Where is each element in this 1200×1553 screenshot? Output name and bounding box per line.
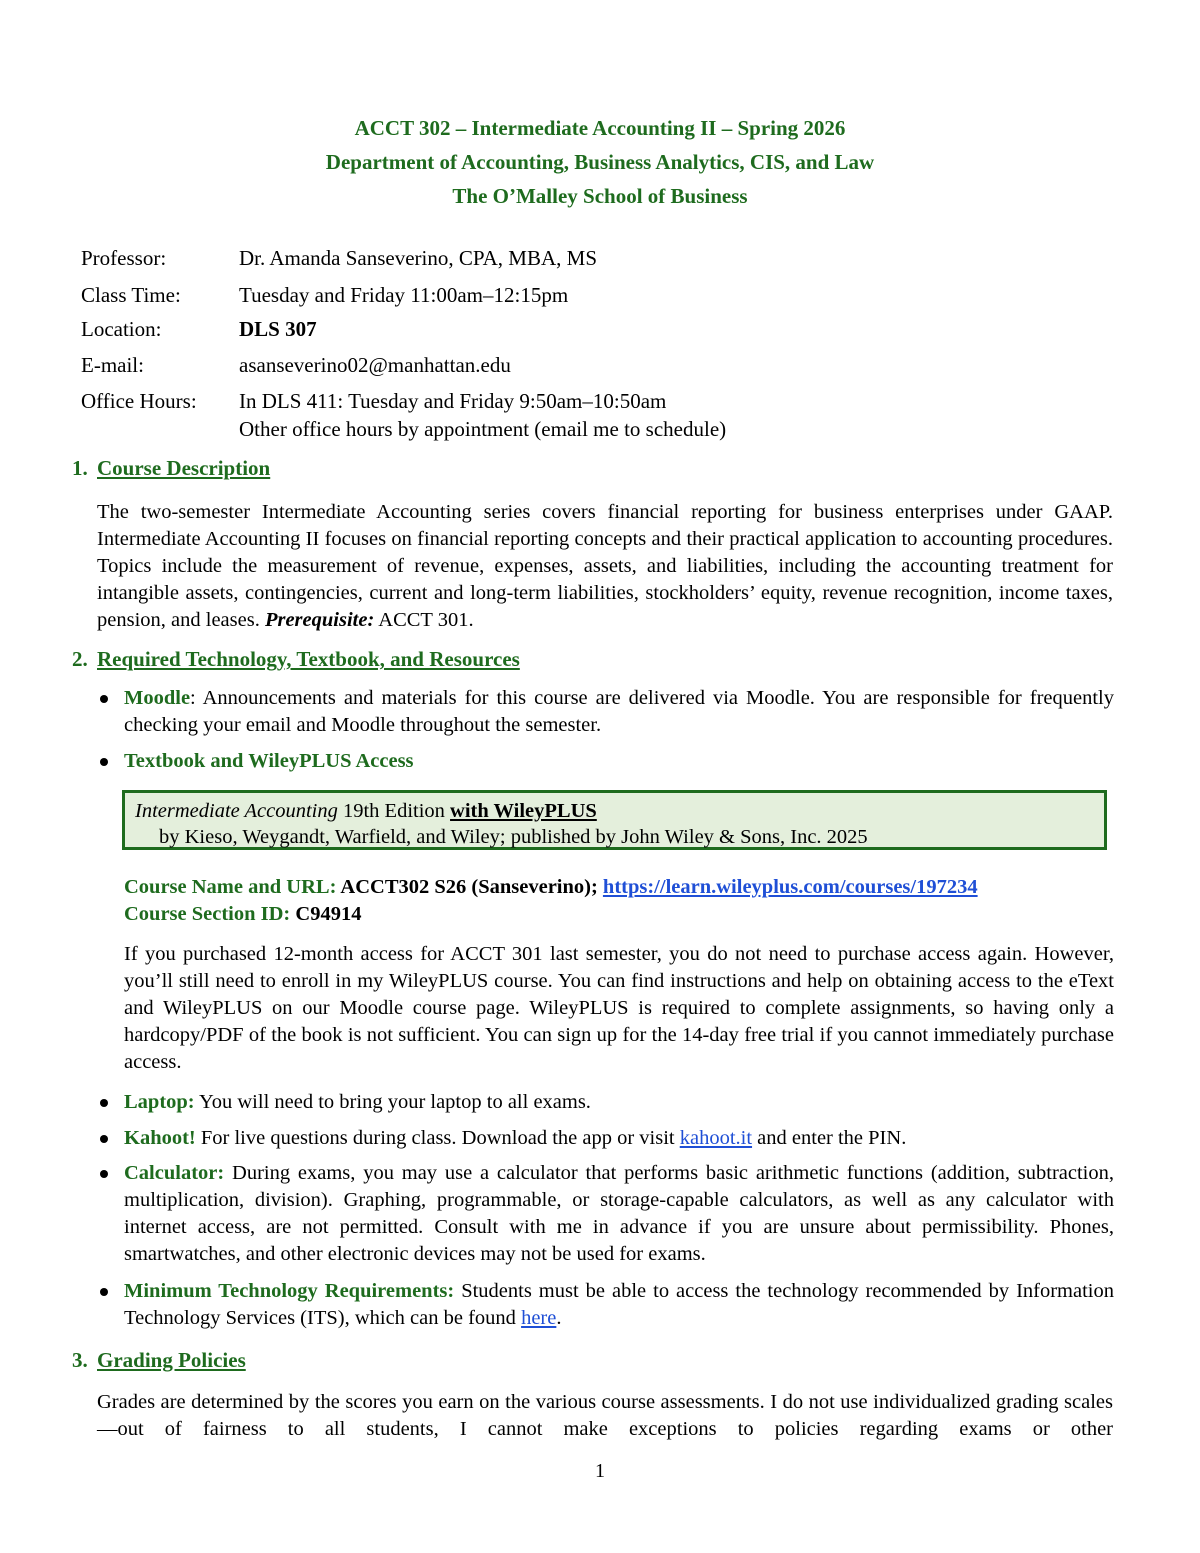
class-time-label: Class Time: (81, 283, 181, 307)
textbook-label: Textbook and WileyPLUS Access (124, 750, 414, 772)
email-value: asanseverino02@manhattan.edu (239, 353, 511, 377)
bullet-icon (100, 758, 108, 766)
min-tech-label: Minimum Technology Requirements: (124, 1280, 455, 1302)
location-label: Location: (81, 317, 162, 341)
book-title: Intermediate Accounting (135, 800, 338, 822)
course-section-line (124, 901, 1114, 928)
course-section-value: C94914 (290, 903, 362, 925)
calculator-label: Calculator: (124, 1162, 225, 1184)
page-number: 1 (595, 1460, 605, 1482)
min-tech-text: Students must be able to access the technology recommended by Information Technology Services (ITS), which can be found (124, 1280, 1114, 1329)
section-3-heading (72, 1348, 246, 1373)
textbook-box (122, 790, 1107, 850)
calculator-text: During exams, you may use a calculator that performs basic arithmetic functions (addition, subtraction, multiplication, division). Graphing, programmable, or storage-capable calculators, as well as any calculator with internet access, are not permitted. Consult with me in advance if you are unsure about permissibility. Phones, smartwatches, and other electronic devices may not be used for exams. (124, 1162, 1114, 1265)
section-2-title: Required Technology, Textbook, and Resources (97, 647, 520, 671)
laptop-text: You will need to bring your laptop to all exams. (194, 1091, 591, 1113)
office-hours-label: Office Hours: (81, 389, 197, 413)
section-1-number: 1. (72, 456, 88, 480)
min-tech-item (124, 1278, 1114, 1332)
bullet-icon (100, 1135, 108, 1143)
office-hours-appointment: Other office hours by appointment (email me to schedule) (239, 417, 727, 441)
book-title-line (135, 798, 1104, 824)
course-title: ACCT 302 – Intermediate Accounting II – Spring 2026 (354, 116, 846, 140)
min-tech-end: . (556, 1307, 562, 1329)
course-description (97, 499, 1113, 634)
school-name: The O’Malley School of Business (452, 184, 748, 208)
section-2-heading (72, 647, 520, 672)
textbook-item (124, 748, 1114, 775)
course-url-link[interactable]: https://learn.wileyplus.com/courses/197234 (602, 876, 978, 898)
laptop-item (124, 1089, 1114, 1116)
kahoot-text: For live questions during class. Download the app or visit (195, 1127, 680, 1149)
course-section-label: Course Section ID: (124, 903, 291, 925)
prerequisite-label: Prerequisite: (264, 609, 375, 631)
grading-policies-text: Grades are determined by the scores you earn on the various course assessments. I do not use individualized grading scales—out of fairness to all students, I cannot make exceptions to policies regarding exams or other (97, 1391, 1113, 1440)
kahoot-link[interactable]: kahoot.it (679, 1127, 753, 1149)
bullet-icon (100, 1099, 108, 1107)
moodle-item (124, 685, 1114, 739)
kahoot-text-end: and enter the PIN. (752, 1127, 907, 1149)
prerequisite-value: ACCT 301. (374, 609, 474, 631)
kahoot-label: Kahoot! (124, 1127, 196, 1149)
course-name-value: ACCT302 S26 (Sanseverino); (336, 876, 603, 898)
here-link[interactable]: here (521, 1307, 557, 1329)
section-3-number: 3. (72, 1348, 88, 1372)
course-name-line (124, 874, 1114, 901)
bullet-icon (100, 1288, 108, 1296)
email-label: E-mail: (81, 353, 144, 377)
moodle-label: Moodle (124, 687, 191, 709)
calculator-item (124, 1160, 1114, 1268)
section-1-heading (72, 456, 270, 481)
book-wileyplus: with WileyPLUS (450, 800, 597, 822)
laptop-label: Laptop: (124, 1091, 195, 1113)
access-info: If you purchased 12-month access for ACCT 301 last semester, you do not need to purchase access again. However, you’ll still need to enroll in my WileyPLUS course. You can find instructions and help on obtaining access to the eText and WileyPLUS on our Moodle course page. WileyPLUS is required to complete assignments, so having only a hardcopy/PDF of the book is not sufficient. You can sign up for the 14-day free trial if you cannot immediately purchase access. (124, 943, 1114, 1073)
course-name-label: Course Name and URL: (124, 876, 337, 898)
moodle-text: : Announcements and materials for this course are delivered via Moodle. You are responsible for frequently checking your email and Moodle throughout the semester. (124, 687, 1114, 736)
class-time-value: Tuesday and Friday 11:00am–12:15pm (239, 283, 569, 307)
course-description-text: The two-semester Intermediate Accounting series covers financial reporting for business enterprises under GAAP. Intermediate Accounting II focuses on financial reporting concepts and their practical application to accounting procedures. Topics include the measurement of revenue, expenses, assets, and liabilities, including the accounting treatment for intangible assets, contingencies, current and long-term liabilities, stockholders’ equity, revenue recognition, income taxes, pension, and leases. (97, 501, 1113, 631)
kahoot-item (124, 1125, 1114, 1152)
section-2-number: 2. (72, 647, 88, 671)
bullet-icon (100, 695, 108, 703)
department-name: Department of Accounting, Business Analytics, CIS, and Law (325, 150, 875, 174)
section-3-title: Grading Policies (97, 1348, 246, 1372)
professor-value: Dr. Amanda Sanseverino, CPA, MBA, MS (239, 246, 597, 270)
professor-label: Professor: (81, 246, 167, 270)
book-edition: 19th Edition (337, 800, 451, 822)
bullet-icon (100, 1170, 108, 1178)
location-value: DLS 307 (239, 317, 317, 341)
section-1-title: Course Description (97, 456, 271, 480)
book-authors: by Kieso, Weygandt, Warfield, and Wiley; published by John Wiley & Sons, Inc. 2025 (159, 826, 868, 848)
office-hours-value: In DLS 411: Tuesday and Friday 9:50am–10:50am (239, 389, 667, 413)
